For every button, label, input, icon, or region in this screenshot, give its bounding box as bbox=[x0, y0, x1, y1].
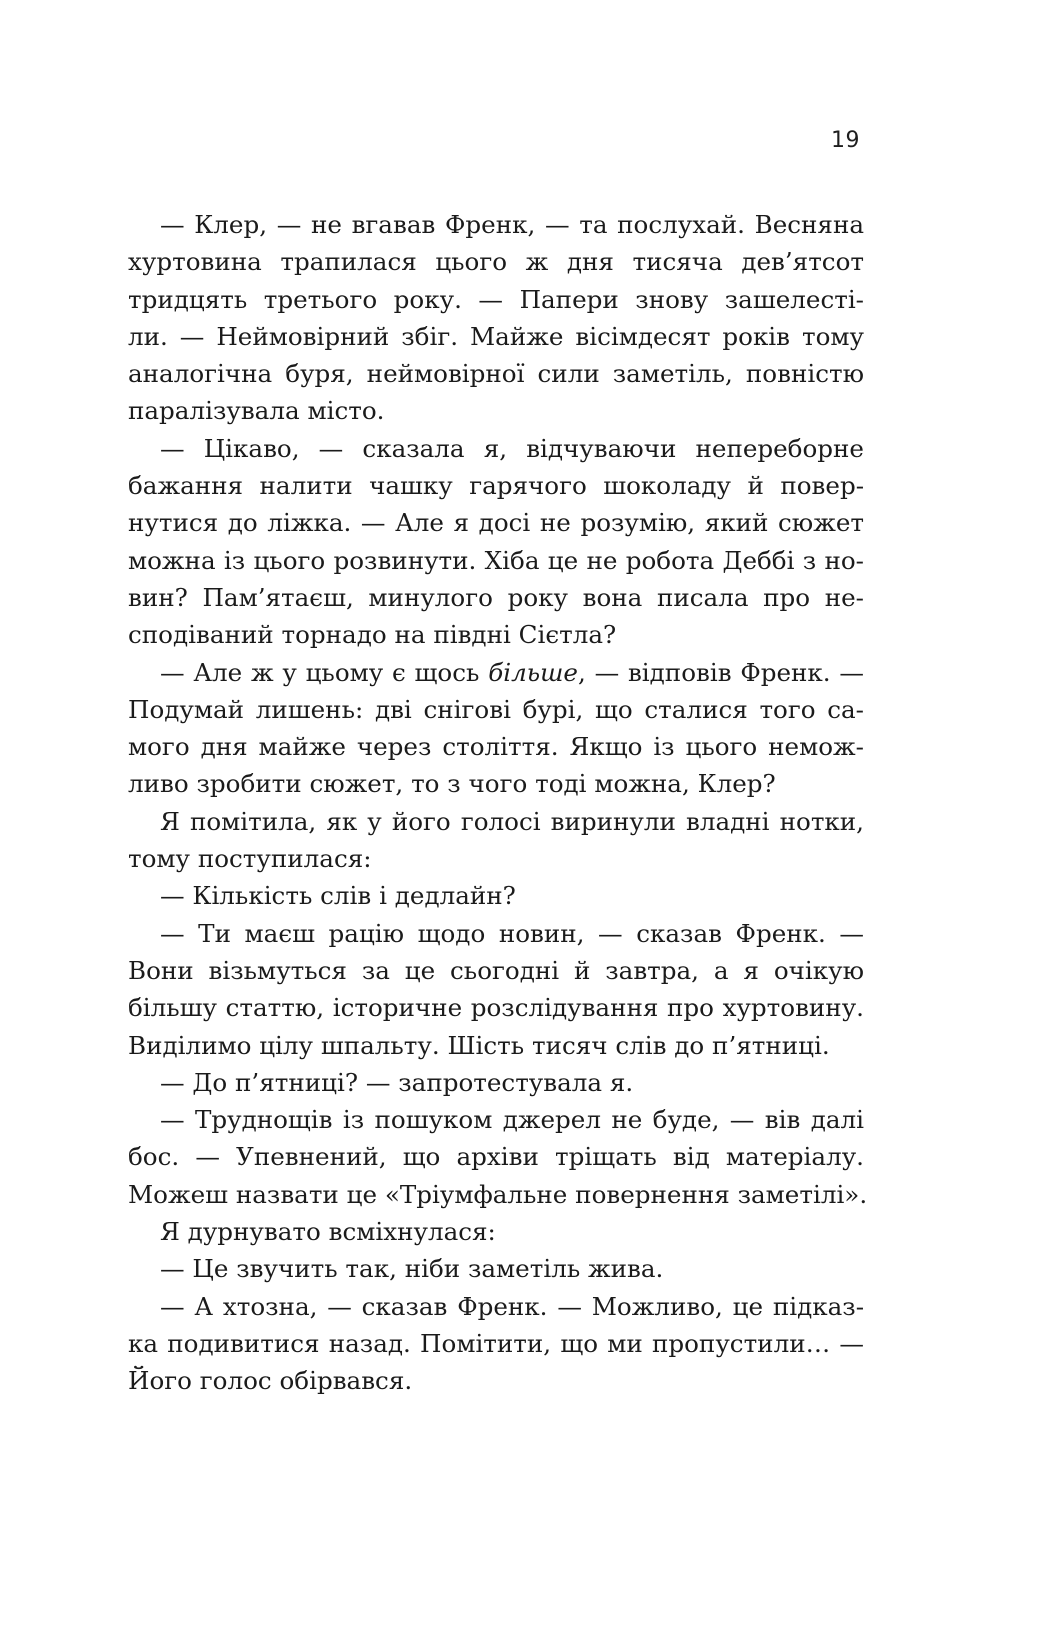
text-line-mixed bbox=[128, 654, 864, 691]
text-line: бос. — Упевнений, що архіви тріщать від матеріалу. bbox=[128, 1142, 864, 1172]
text-line: — А хтозна, — сказав Френк. — Можливо, це підказ- bbox=[160, 1291, 864, 1321]
text-line: Можеш назвати це «Тріумфальне повернення заметілі». bbox=[128, 1179, 868, 1209]
text-line: сподіваний торнадо на півдні Сієтла? bbox=[128, 620, 617, 650]
text-line: Я помітила, як у його голосі виринули владні нотки, bbox=[160, 806, 864, 836]
text-line: аналогічна буря, неймовірної сили заметіль, повністю bbox=[128, 359, 864, 389]
text-line: Його голос обірвався. bbox=[128, 1366, 413, 1396]
text-line: паралізувала місто. bbox=[128, 396, 385, 426]
text-segment: , — відповів Френк. — bbox=[577, 657, 865, 687]
text-line: ливо зробити сюжет, то з чого тоді можна, Клер? bbox=[128, 769, 776, 799]
text-line: вин? Пам’ятаєш, минулого року вона писала про не- bbox=[128, 582, 864, 612]
text-line: ка подивитися назад. Помітити, що ми пропустили… — bbox=[128, 1328, 864, 1358]
text-line: — До п’ятниці? — запротестувала я. bbox=[160, 1067, 634, 1097]
text-line: Вони візьмуться за це сьогодні й завтра, а я очікую bbox=[128, 955, 864, 985]
text-line: Подумай лишень: дві снігові бурі, що сталися того са- bbox=[128, 694, 864, 724]
text-line: — Труднощів із пошуком джерел не буде, — вів далі bbox=[160, 1105, 864, 1135]
text-line: бажання налити чашку гарячого шоколаду й повер- bbox=[128, 471, 864, 501]
text-line: тому поступилася: bbox=[128, 844, 372, 874]
text-line: більшу статтю, історичне розслідування про хуртовину. bbox=[128, 993, 864, 1023]
text-line: Я дурнувато всміхнулася: bbox=[160, 1217, 496, 1247]
page-number: 19 bbox=[831, 128, 860, 153]
text-line: — Ти маєш рацію щодо новин, — сказав Френк. — bbox=[160, 918, 864, 948]
text-line: ли. — Неймовірний збіг. Майже вісімдесят років тому bbox=[128, 321, 864, 351]
body-text bbox=[128, 206, 868, 1400]
text-segment: — Але ж у цьому є щось bbox=[160, 657, 489, 687]
text-line: Виділимо цілу шпальту. Шість тисяч слів до п’ятниці. bbox=[128, 1030, 830, 1060]
text-line: нутися до ліжка. — Але я досі не розумію, який сюжет bbox=[128, 508, 864, 538]
text-line: можна із цього розвинути. Хіба це не робота Деббі з но- bbox=[128, 545, 864, 575]
text-line: тридцять третього року. — Папери знову зашелесті- bbox=[128, 284, 864, 314]
text-line: — Клер, — не вгавав Френк, — та послухай. Весняна bbox=[160, 210, 864, 239]
text-line: мого дня майже через століття. Якщо із цього немож- bbox=[128, 732, 864, 762]
text-line: хуртовина трапилася цього ж дня тисяча дев’ятсот bbox=[128, 247, 864, 277]
text-line: — Кількість слів і дедлайн? bbox=[160, 881, 516, 911]
text-line: — Цікаво, — сказала я, відчуваючи непереборне bbox=[160, 433, 864, 463]
text-line: — Це звучить так, ніби заметіль жива. bbox=[160, 1254, 664, 1284]
italic-emphasis: більше bbox=[488, 657, 578, 687]
